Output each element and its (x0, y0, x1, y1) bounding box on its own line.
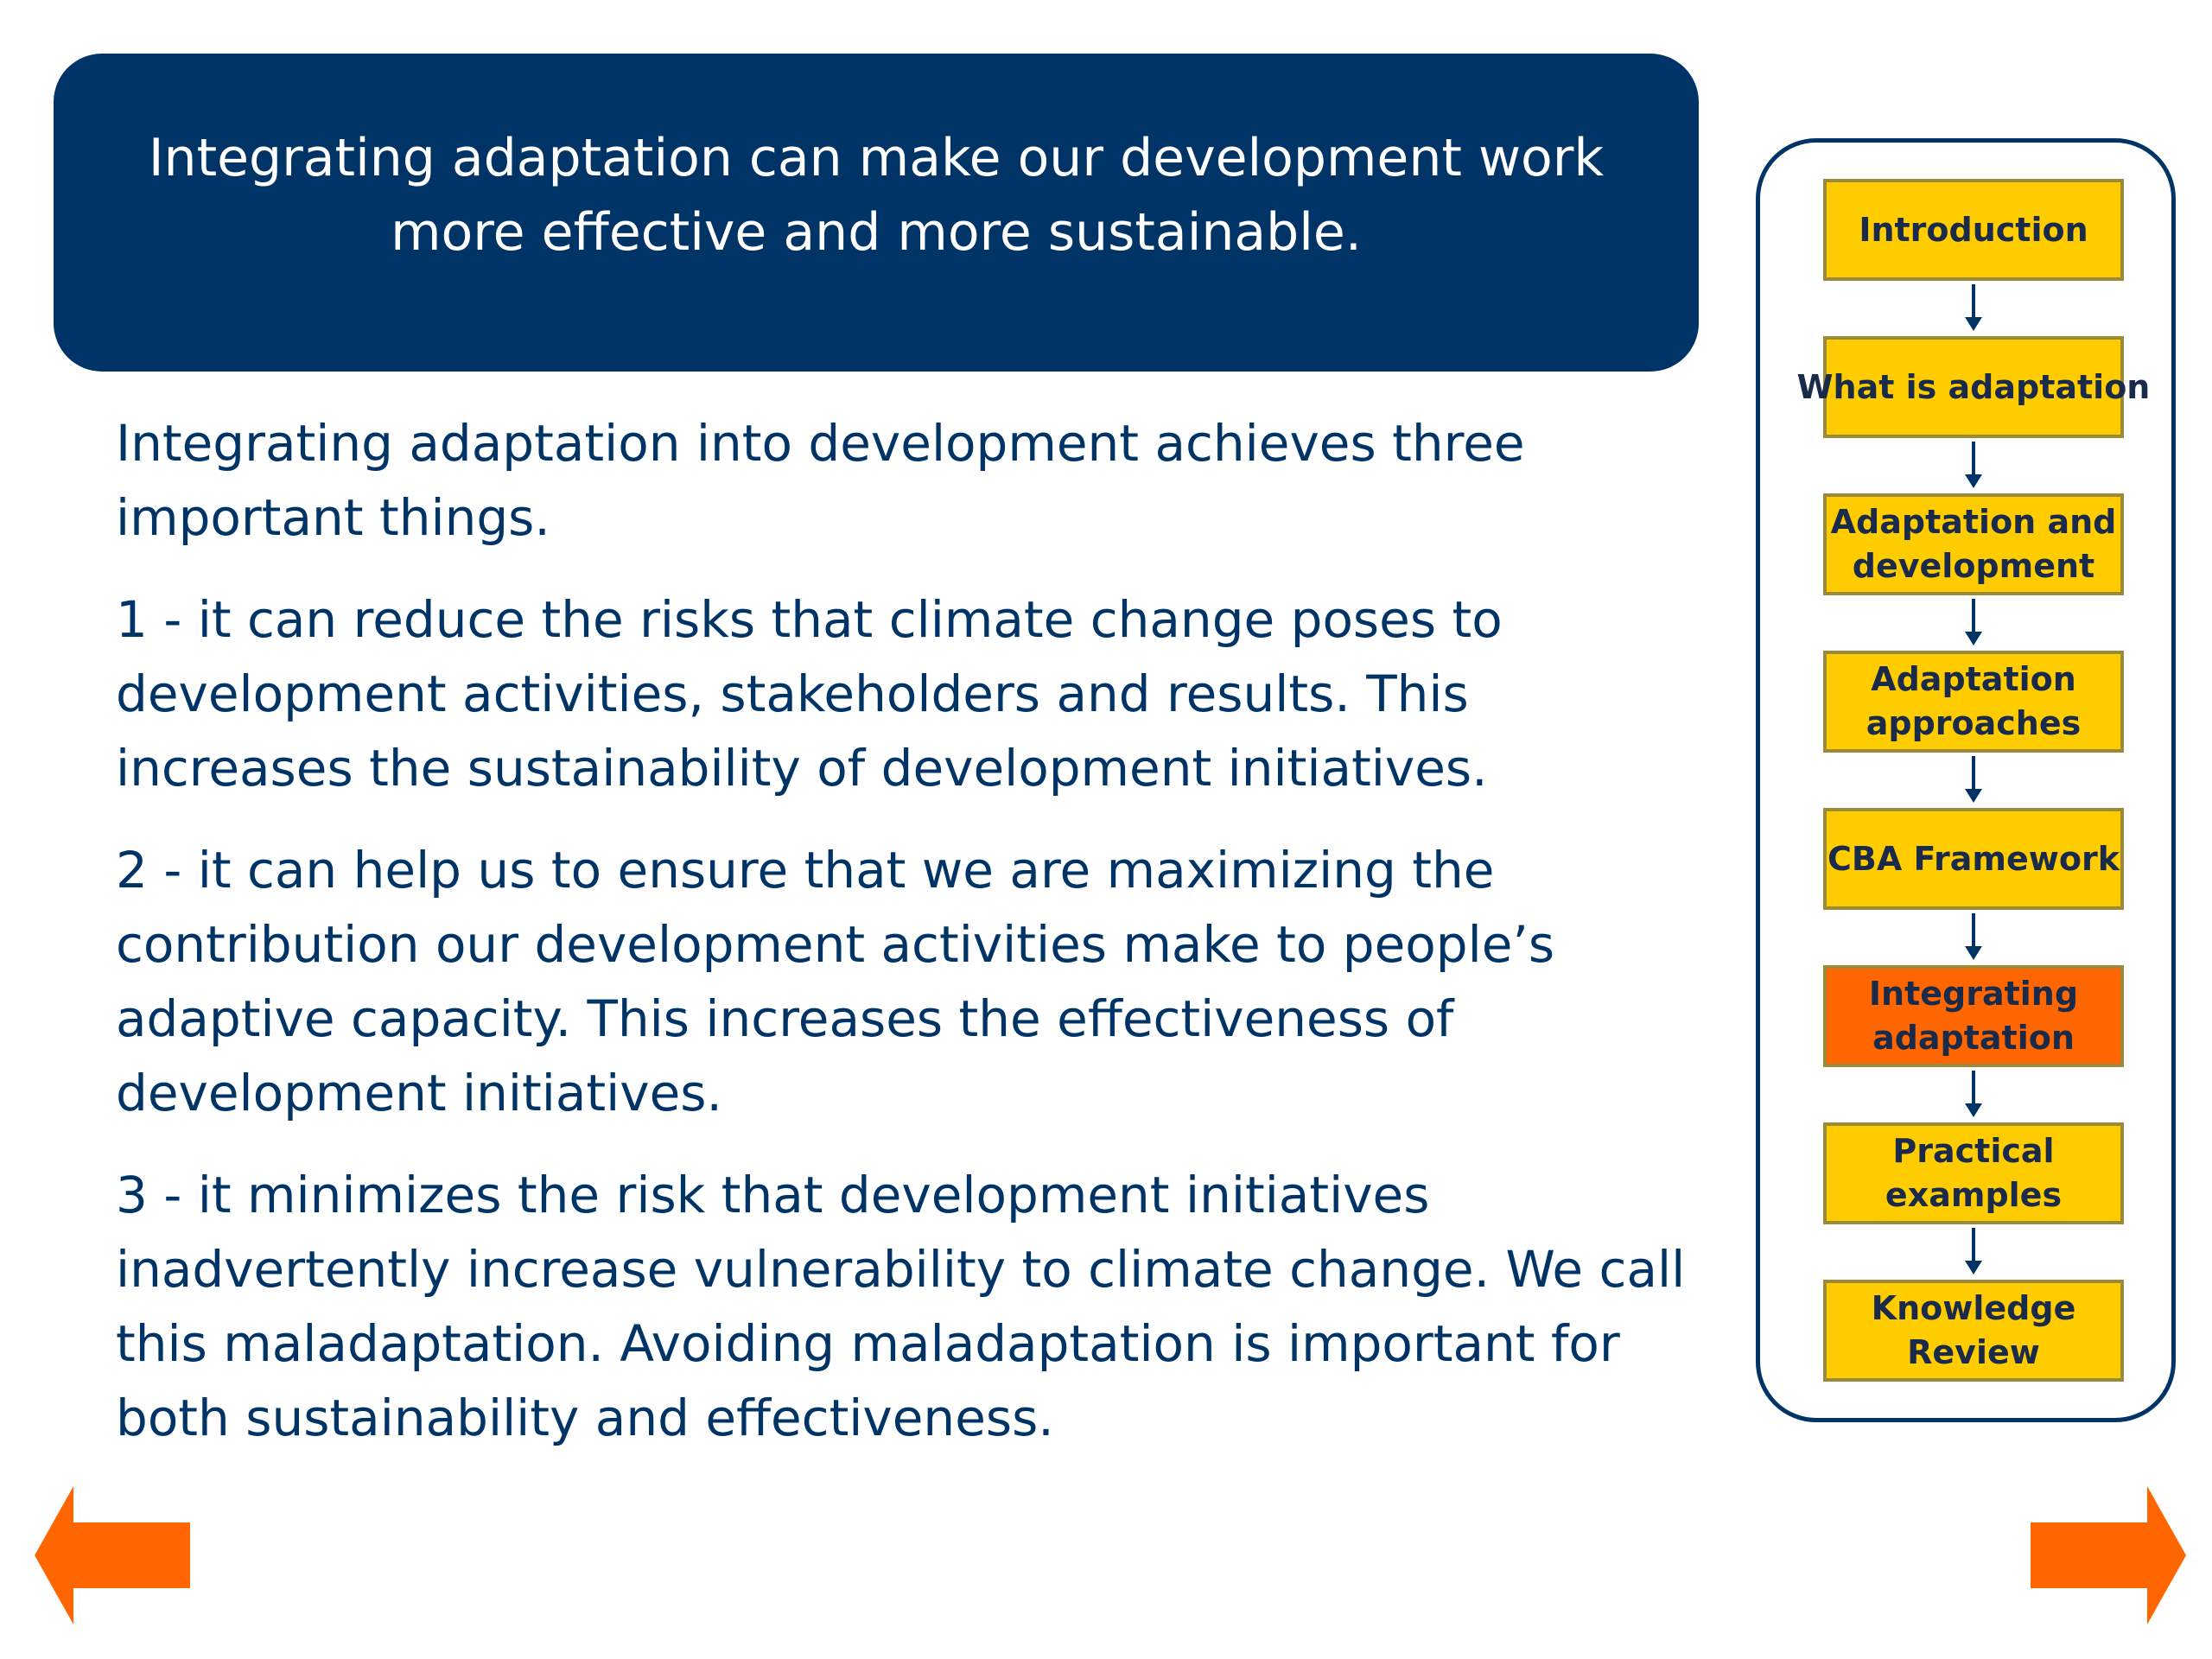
text-line: Integrating adaptation into development achieves three (116, 414, 1525, 473)
nav-step-label: Knowledge (1871, 1289, 2076, 1327)
text-line: inadvertently increase vulnerability to climate change. We call (116, 1240, 1686, 1299)
nav-step-label: Adaptation and (1830, 503, 2117, 541)
nav-step-label: adaptation (1872, 1019, 2075, 1057)
next-button[interactable] (2031, 1486, 2186, 1624)
slide-title-banner (54, 54, 1699, 372)
flow-arrow (1972, 913, 1975, 953)
text-line: increases the sustainability of development initiatives. (116, 739, 1488, 798)
slide-title-line-2: more effective and more sustainable. (391, 202, 1362, 263)
nav-step-what-is-adaptation[interactable] (1796, 336, 2151, 438)
flow-arrow (1972, 1071, 1975, 1110)
text-line: important things. (116, 488, 550, 547)
text-line: 2 - it can help us to ensure that we are maximizing the (116, 841, 1495, 899)
arrow-left-icon (35, 1486, 190, 1624)
nav-step-label: development (1852, 547, 2095, 585)
text-line: contribution our development activities make to people’s (116, 915, 1555, 974)
nav-step-label: Review (1907, 1333, 2040, 1371)
text-line: 1 - it can reduce the risks that climate change poses to (116, 590, 1503, 649)
text-line: this maladaptation. Avoiding maladaptation is important for (116, 1314, 1620, 1373)
text-line: 3 - it minimizes the risk that development initiatives (116, 1166, 1430, 1224)
nav-step-knowledge-review[interactable] (1823, 1280, 2124, 1382)
nav-step-label: examples (1885, 1176, 2063, 1214)
text-line: development activities, stakeholders and results. This (116, 664, 1469, 723)
text-line: development initiatives. (116, 1064, 722, 1122)
intro-paragraph (116, 406, 1697, 555)
nav-step-introduction[interactable] (1823, 179, 2124, 281)
flow-arrow (1972, 756, 1975, 796)
nav-step-label: Integrating (1868, 975, 2079, 1013)
slide-body (116, 406, 1697, 1483)
nav-step-practical-examples[interactable] (1823, 1122, 2124, 1224)
nav-step-integrating-adaptation[interactable] (1823, 965, 2124, 1067)
text-line: both sustainability and effectiveness. (116, 1389, 1054, 1447)
nav-step-adaptation-approaches[interactable] (1823, 651, 2124, 753)
flow-arrow (1972, 1228, 1975, 1268)
nav-step-label: Practical (1892, 1132, 2055, 1170)
slide-title-line-1: Integrating adaptation can make our development work (148, 128, 1605, 188)
nav-step-label: CBA Framework (1827, 839, 2120, 878)
nav-step-adaptation-and-development[interactable] (1823, 493, 2124, 595)
back-button[interactable] (35, 1486, 190, 1624)
point-1-paragraph (116, 582, 1697, 805)
nav-step-label: Introduction (1859, 210, 2088, 249)
point-2-paragraph (116, 833, 1697, 1130)
flow-arrow (1972, 442, 1975, 481)
nav-step-label: Adaptation (1871, 660, 2076, 698)
flow-arrow (1972, 284, 1975, 324)
nav-step-label: What is adaptation (1796, 367, 2151, 406)
point-3-paragraph (116, 1158, 1697, 1455)
nav-step-cba-framework[interactable] (1823, 808, 2124, 910)
flow-arrow (1972, 599, 1975, 639)
arrow-right-icon (2031, 1486, 2186, 1624)
nav-step-label: approaches (1866, 704, 2082, 742)
text-line: adaptive capacity. This increases the effectiveness of (116, 989, 1454, 1048)
